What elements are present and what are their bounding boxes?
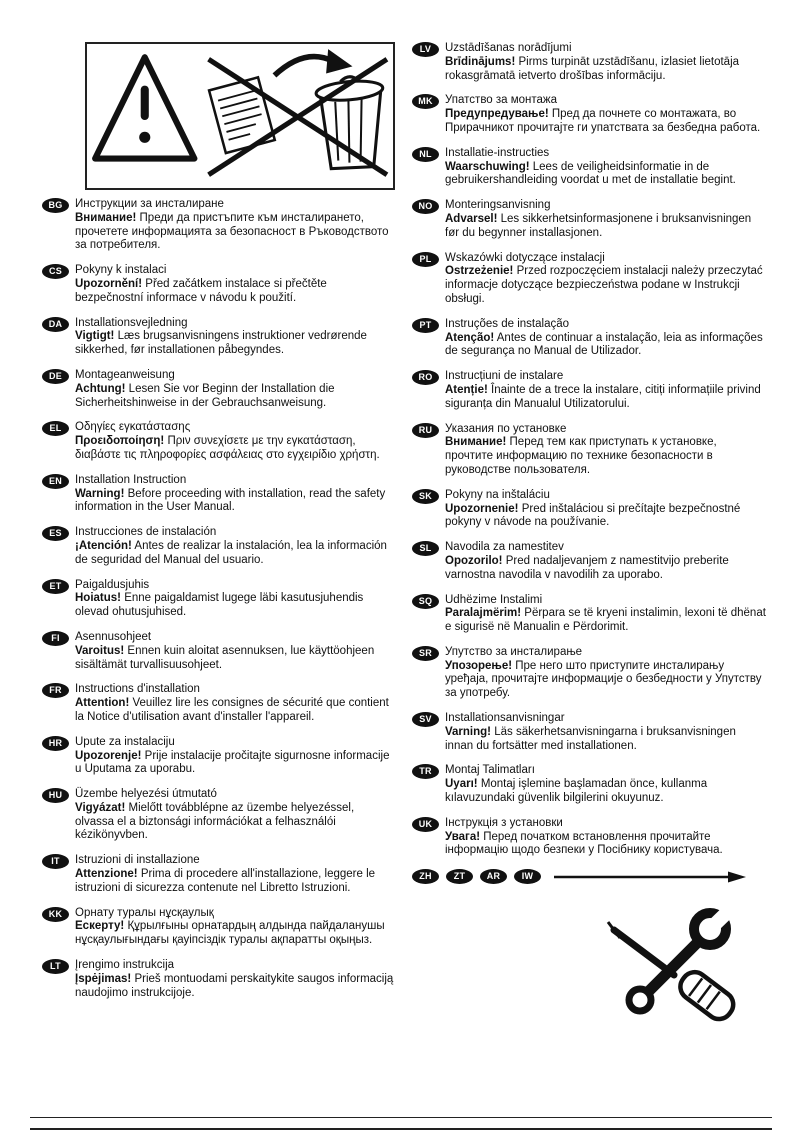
language-entry-pl [412, 252, 766, 307]
entry-text [445, 594, 766, 635]
entry-text [445, 370, 766, 411]
warning-text: Înainte de a trece la instalare, citiți informațiile privind siguranța din Manualul Utilizatorului. [445, 383, 761, 410]
language-code-badge-zt: ZT [446, 869, 473, 884]
warning-word: Attention! [75, 697, 130, 710]
entry-body [445, 265, 766, 306]
warning-text: Lees de veiligheidsinformatie in de gebruikershandleiding voordat u met de installatie begint. [445, 160, 736, 187]
entry-body [445, 778, 766, 806]
do-not-discard-figure [85, 42, 395, 190]
warning-word: Внимание! [75, 211, 137, 224]
language-entry-bg [42, 198, 396, 253]
entry-title: Pokyny na inštaláciu [445, 488, 550, 501]
language-code-badge-ar: AR [480, 869, 507, 884]
entry-text [445, 199, 766, 240]
entry-title: Monteringsanvisning [445, 199, 551, 212]
bottom-rule-thin [30, 1117, 772, 1118]
warning-text: Lesen Sie vor Beginn der Installation die Sicherheitshinweise in der Gebrauchsanweisung. [75, 382, 335, 409]
entry-body [75, 540, 396, 568]
entry-text [75, 198, 396, 253]
entry-body [75, 697, 396, 725]
language-code-badge: NO [412, 199, 439, 214]
warning-word: Ескерту! [75, 920, 125, 933]
entry-text [445, 764, 766, 805]
language-code-badge: KK [42, 907, 69, 922]
language-code-badge: SK [412, 489, 439, 504]
warning-text: Antes de continuar a instalação, leia as informações de segurança no Manual de Utilizador. [445, 331, 763, 358]
language-code-badge: ES [42, 526, 69, 541]
language-entry-de [42, 369, 396, 410]
language-entry-da [42, 317, 396, 358]
entry-title: Οδηγίες εγκατάστασης [75, 421, 191, 434]
entry-text [445, 489, 766, 530]
entry-title: Instructions d'installation [75, 683, 200, 696]
language-entry-el [42, 421, 396, 462]
entry-body [445, 555, 766, 583]
entry-text [75, 854, 396, 895]
language-code-badge: TR [412, 764, 439, 779]
do-not-discard-illustration [87, 44, 393, 188]
language-code-badge: IT [42, 854, 69, 869]
entry-body [445, 384, 766, 412]
additional-languages-row [412, 869, 766, 884]
language-entry-sk [412, 489, 766, 530]
warning-text: Перед початком встановлення прочитайте інформацію щодо безпеки у Посібнику користувача. [445, 830, 723, 857]
warning-text: Пред да почнете со монтажата, во Прирачникот прочитајте ги упатствата за безбедна работа. [445, 108, 761, 134]
language-entry-sr [412, 646, 766, 701]
warning-text: Пре него што приступите инсталирању уређаја, прочитајте информације о безбедности у Упутству за употребу. [445, 659, 762, 700]
warning-text: Enne paigaldamist lugege läbi kasutusjuhendis olevad ohutusjuhised. [75, 592, 364, 619]
entry-body [75, 920, 396, 948]
warning-word: Warning! [75, 487, 125, 500]
entry-text [445, 712, 766, 753]
warning-word: Ostrzeżenie! [445, 265, 514, 278]
language-entry-sv [412, 712, 766, 753]
language-code-badge: SL [412, 541, 439, 556]
entry-text [75, 683, 396, 724]
entry-title: Installationsanvisningar [445, 712, 565, 725]
language-entry-lv [412, 42, 766, 83]
entry-title: Installationsvejledning [75, 316, 188, 329]
warning-text: Преди да пристъпите към инсталирането, прочетете информацията за безопасност в Ръководството за потребителя. [75, 211, 389, 252]
entry-title: Instrucciones de instalación [75, 526, 217, 539]
warning-word: Attenzione! [75, 868, 138, 881]
language-code-badge: EL [42, 421, 69, 436]
language-entry-ro [412, 370, 766, 411]
entry-title: Упутство за инсталирање [445, 645, 583, 658]
entry-body [75, 802, 396, 843]
language-entry-cs [42, 264, 396, 305]
entry-title: Указания по установке [445, 422, 567, 435]
language-code-badge: PT [412, 318, 439, 333]
trash-can-icon [315, 77, 383, 169]
entry-body [445, 503, 766, 531]
warning-word: Advarsel! [445, 212, 498, 225]
entry-body [445, 726, 766, 754]
entry-body [75, 592, 396, 620]
language-entry-nl [412, 147, 766, 188]
entry-title: Udhëzime Instalimi [445, 593, 543, 606]
entry-title: Інструкція з установки [445, 816, 563, 829]
entry-title: Орнату туралы нұсқаулық [75, 906, 214, 919]
warning-text: Przed rozpoczęciem instalacji należy przeczytać informacje dotyczące bezpieczeństwa podane w Instrukcji obsługi. [445, 265, 763, 305]
entry-text [75, 474, 396, 515]
entry-text [75, 736, 396, 777]
entry-text [75, 369, 396, 410]
warning-word: Hoiatus! [75, 592, 121, 605]
entry-body [445, 332, 766, 360]
language-entry-fi [42, 631, 396, 672]
language-code-badge: DA [42, 317, 69, 332]
warning-word: Προειδοποίηση! [75, 435, 165, 448]
entry-text [445, 147, 766, 188]
entry-body [445, 607, 766, 635]
entry-body [445, 213, 766, 241]
entry-title: Upute za instalaciju [75, 735, 175, 748]
language-code-badge: FR [42, 683, 69, 698]
language-entry-ru [412, 423, 766, 478]
warning-text: Les sikkerhetsinformasjonene i bruksanvisningen før du begynner installasjonen. [445, 212, 752, 239]
language-code-badge: UK [412, 817, 439, 832]
entry-text [445, 646, 766, 701]
language-code-badge: PL [412, 252, 439, 267]
warning-text: Montaj işlemine başlamadan önce, kullanma kılavuzundaki güvenlik bilgilerini okuyunuz. [445, 778, 708, 805]
entry-title: Installatie-instructies [445, 146, 550, 159]
left-column [42, 198, 396, 1011]
language-entry-en [42, 474, 396, 515]
right-column [412, 42, 766, 1024]
language-code-badge: HR [42, 736, 69, 751]
language-entry-pt [412, 318, 766, 359]
entry-title: Üzembe helyezési útmutató [75, 788, 217, 801]
entry-body [75, 973, 396, 1001]
language-entry-lt [42, 959, 396, 1000]
warning-text: Mielőtt továbblépne az üzembe helyezéssel, olvassa el a biztonsági információkat a felhasználói kézikönyvben. [75, 801, 355, 842]
entry-title: Montageanweisung [75, 368, 175, 381]
entry-title: Instruções de instalação [445, 317, 570, 330]
language-code-badge: RO [412, 370, 439, 385]
warning-text: Prima di procedere all'installazione, leggere le istruzioni di sicurezza contenute nel Libretto Istruzioni. [75, 868, 376, 894]
language-code-badge: SQ [412, 594, 439, 609]
warning-word: Предупредување! [445, 108, 549, 121]
entry-text [445, 318, 766, 359]
entry-text [75, 526, 396, 567]
language-code-badge: CS [42, 264, 69, 279]
entry-title: Asennusohjeet [75, 630, 152, 643]
language-code-badge: SV [412, 712, 439, 727]
entry-text [445, 42, 766, 83]
entry-title: Инструкции за инсталиране [75, 198, 224, 210]
entry-text [445, 423, 766, 478]
entry-title: Упатство за монтажа [445, 94, 558, 107]
warning-word: Uyarı! [445, 778, 478, 791]
language-entry-sl [412, 541, 766, 582]
warning-text: Antes de realizar la instalación, lea la información de seguridad del Manual del usuario. [75, 539, 387, 566]
warning-text: Pred inštaláciou si prečítajte bezpečnostné pokyny v návode na používanie. [445, 502, 741, 529]
entry-title: Įrengimo instrukcija [75, 959, 175, 972]
language-code-badge-zh: ZH [412, 869, 439, 884]
entry-body [445, 660, 766, 701]
entry-text [75, 579, 396, 620]
continuation-arrow-icon [552, 870, 748, 884]
language-entry-uk [412, 817, 766, 858]
warning-word: Opozorilo! [445, 554, 503, 567]
entry-body [75, 212, 396, 253]
entry-text [75, 631, 396, 672]
language-code-badge: EN [42, 474, 69, 489]
entry-text [75, 788, 396, 843]
entry-title: Montaj Talimatları [445, 764, 535, 777]
language-code-badge: FI [42, 631, 69, 646]
left-entries [42, 198, 396, 1000]
entry-title: Installation Instruction [75, 473, 187, 486]
entry-text [445, 94, 766, 135]
language-entry-kk [42, 907, 396, 948]
warning-word: Varning! [445, 725, 492, 738]
language-code-badge: NL [412, 147, 439, 162]
entry-title: Navodila za namestitev [445, 541, 564, 554]
entry-body [445, 161, 766, 189]
entry-title: Paigaldusjuhis [75, 578, 150, 591]
warning-word: Atenție! [445, 383, 488, 396]
entry-text [75, 959, 396, 1000]
language-entry-hr [42, 736, 396, 777]
entry-body [75, 383, 396, 411]
warning-triangle-icon [95, 57, 194, 158]
entry-body [445, 56, 766, 84]
warning-text: Pirms turpināt uzstādīšanu, izlasiet lietotāja rokasgrāmatā ietverto drošības informāciju. [445, 55, 740, 82]
entry-text [75, 907, 396, 948]
entry-body [445, 108, 766, 136]
wrench-and-screwdriver-icon [600, 902, 752, 1024]
language-entry-sq [412, 594, 766, 635]
warning-text: Before proceeding with installation, read the safety information in the User Manual. [75, 487, 386, 514]
language-entry-et [42, 579, 396, 620]
document-icon [209, 77, 275, 153]
warning-text: Prieš montuodami perskaitykite saugos informaciją naudojimo instrukcijoje. [75, 972, 394, 999]
entry-title: Uzstādīšanas norādījumi [445, 42, 572, 54]
warning-word: Увага! [445, 830, 481, 843]
warning-text: Құрылғыны орнатардың алдында пайдаланушы нұсқаулығындағы қауіпсіздік туралы ақпаратты оқыңыз. [75, 920, 385, 947]
warning-text: Veuillez lire les consignes de sécurité que contient la Notice d'utilisation avant d'installer l'appareil. [75, 697, 389, 723]
language-code-badge: LT [42, 959, 69, 974]
language-entry-mk [412, 94, 766, 135]
entry-title: Instrucțiuni de instalare [445, 370, 564, 383]
entry-title: Pokyny k instalaci [75, 264, 167, 277]
warning-word: Waarschuwing! [445, 160, 530, 173]
warning-word: Įspėjimas! [75, 972, 132, 985]
entry-title: Wskazówki dotyczące instalacji [445, 251, 605, 264]
language-entry-no [412, 199, 766, 240]
language-entry-hu [42, 788, 396, 843]
language-code-badge: SR [412, 646, 439, 661]
entry-body [445, 831, 766, 859]
language-code-badge: HU [42, 788, 69, 803]
language-entry-tr [412, 764, 766, 805]
warning-word: Brīdinājums! [445, 55, 516, 68]
warning-text: Před začátkem instalace si přečtěte bezpečnostní informace v návodu k použití. [75, 277, 327, 304]
entry-body [75, 750, 396, 778]
warning-word: Achtung! [75, 382, 126, 395]
entry-text [75, 317, 396, 358]
entry-text [445, 541, 766, 582]
bottom-rule-thick [30, 1128, 772, 1130]
warning-text: Pred nadaljevanjem z namestitvijo preberite varnostna navodila v navodilih za uporabo. [445, 554, 729, 581]
entry-text [445, 817, 766, 858]
language-code-badge: BG [42, 198, 69, 213]
entry-title: Istruzioni di installazione [75, 854, 200, 867]
warning-word: Upozornenie! [445, 502, 519, 515]
warning-text: Ennen kuin aloitat asennuksen, lue käyttöohjeen sisältämät turvallisuusohjeet. [75, 644, 375, 671]
warning-word: Vigyázat! [75, 801, 126, 814]
entry-body [75, 645, 396, 673]
language-code-badge: DE [42, 369, 69, 384]
entry-body [75, 435, 396, 463]
warning-word: Varoitus! [75, 644, 125, 657]
language-code-badge: RU [412, 423, 439, 438]
entry-body [75, 330, 396, 358]
warning-text: Prije instalacije pročitajte sigurnosne informacije u Uputama za uporabu. [75, 749, 390, 776]
right-entries [412, 42, 766, 858]
warning-word: Atenção! [445, 331, 495, 344]
entry-text [75, 264, 396, 305]
curved-arrow-icon [274, 49, 352, 75]
language-code-badge: LV [412, 42, 439, 57]
warning-text: Përpara se të kryeni instalimin, lexoni të dhënat e sigurisë në Manualin e Përdorimit. [445, 607, 766, 634]
tools-illustration [412, 902, 766, 1024]
warning-word: Upozorenje! [75, 749, 142, 762]
warning-text: Πριν συνεχίσετε με την εγκατάσταση, διαβάστε τις πληροφορίες ασφάλειας στο εγχειρίδιο χρήστη. [75, 435, 380, 461]
language-code-badge-iw: IW [514, 869, 541, 884]
warning-word: Упозорење! [445, 659, 513, 672]
entry-text [445, 252, 766, 307]
language-code-badge: ET [42, 579, 69, 594]
language-entry-es [42, 526, 396, 567]
warning-word: Paralajmërim! [445, 607, 522, 620]
entry-text [75, 421, 396, 462]
warning-word: Upozornění! [75, 277, 143, 290]
warning-word: Внимание! [445, 436, 507, 449]
language-entry-it [42, 854, 396, 895]
warning-word: ¡Atención! [75, 539, 132, 552]
entry-body [445, 436, 766, 477]
warning-text: Läs säkerhetsanvisningarna i bruksanvisningen innan du fortsätter med installationen. [445, 725, 736, 752]
warning-text: Læs brugsanvisningens instruktioner vedrørende sikkerhed, før installationen påbegyndes. [75, 330, 367, 357]
entry-body [75, 488, 396, 516]
warning-text: Перед тем как приступать к установке, прочтите информацию по технике безопасности в руководстве пользователя. [445, 436, 717, 476]
entry-body [75, 278, 396, 306]
language-entry-fr [42, 683, 396, 724]
entry-body [75, 868, 396, 896]
language-code-badge: MK [412, 94, 439, 109]
warning-word: Vigtigt! [75, 330, 115, 343]
